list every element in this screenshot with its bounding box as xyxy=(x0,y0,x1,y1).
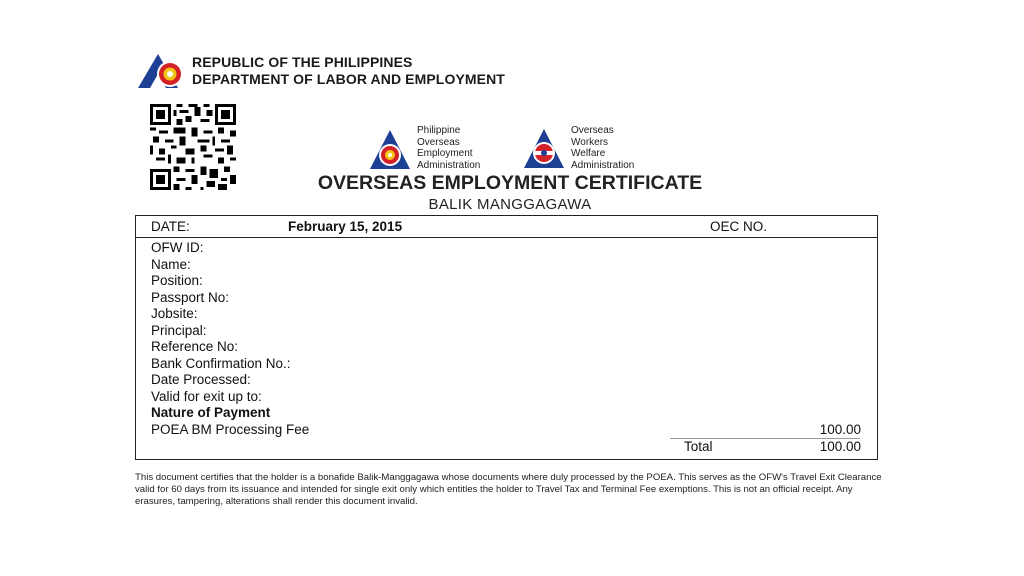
field-principal: Principal: xyxy=(151,322,207,338)
total-amount: 100.00 xyxy=(819,439,861,454)
owwa-name-line: Welfare xyxy=(571,148,606,159)
nature-of-payment-heading: Nature of Payment xyxy=(151,405,271,420)
fee-label: POEA BM Processing Fee xyxy=(151,422,310,437)
owwa-name-line: Workers xyxy=(571,136,609,148)
header-republic: REPUBLIC OF THE PHILIPPINES xyxy=(192,54,413,70)
fee-amount: 100.00 xyxy=(819,422,861,437)
owwa-name-line: Overseas xyxy=(571,125,614,136)
owwa-name-line: Administration xyxy=(571,159,635,171)
field-bank-confirmation-no: Bank Confirmation No.: xyxy=(151,355,291,371)
total-label: Total xyxy=(684,439,713,454)
header-department: DEPARTMENT OF LABOR AND EMPLOYMENT xyxy=(192,71,505,87)
dole-logo-icon xyxy=(136,50,188,90)
poea-name-line: Administration xyxy=(417,159,481,171)
date-value: February 15, 2015 xyxy=(288,219,403,234)
field-name: Name: xyxy=(151,256,191,272)
certificate-subtitle: BALIK MANGGAGAWA xyxy=(428,196,592,213)
poea-name xyxy=(417,125,480,171)
field-jobsite: Jobsite: xyxy=(151,306,198,321)
field-ofw-id: OFW ID: xyxy=(151,240,204,255)
qr-code-icon xyxy=(150,104,236,190)
date-row xyxy=(136,216,877,238)
date-label: DATE: xyxy=(151,219,190,234)
field-position: Position: xyxy=(151,273,203,288)
certificate-box xyxy=(135,215,878,460)
owwa-logo-icon xyxy=(522,126,566,170)
oec-number-label: OEC NO. xyxy=(710,219,768,234)
certificate-footnote: This document certifies that the holder is a bonafide Balik-Manggagawa whose documents where duly processed by the POEA. This serves as the OFW's Travel Exit Clearance valid for 60 days from its issuance and intended for single exit only which entitles the holder to Travel Tax and Terminal Fee exemptions. This is not an official receipt. Any erasures, tampering, alterations shall render this document invalid. xyxy=(135,472,882,507)
field-valid-for-exit: Valid for exit up to: xyxy=(151,388,262,404)
field-passport-no: Passport No: xyxy=(151,289,230,305)
field-reference-no: Reference No: xyxy=(151,339,239,354)
poea-logo-icon xyxy=(368,127,412,171)
poea-name-line: Philippine xyxy=(417,125,461,136)
poea-name-line: Employment xyxy=(417,148,473,159)
owwa-name xyxy=(571,125,634,171)
field-date-processed: Date Processed: xyxy=(151,372,251,387)
poea-name-line: Overseas xyxy=(417,136,460,148)
certificate-title: OVERSEAS EMPLOYMENT CERTIFICATE xyxy=(317,172,703,194)
